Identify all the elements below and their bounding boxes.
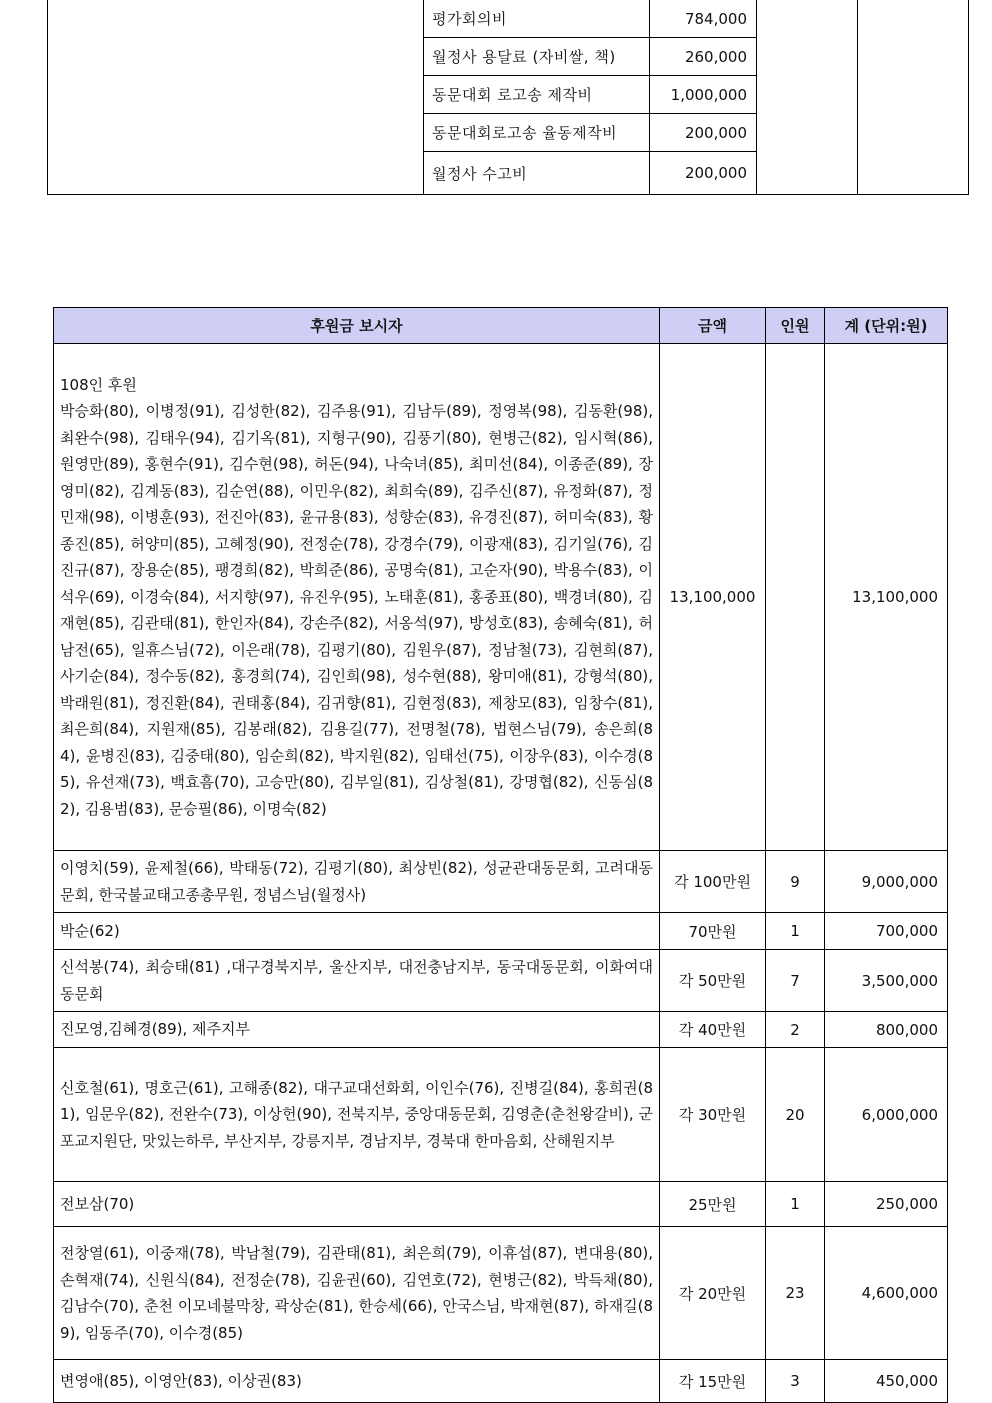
expense-item: 월정사 용달료 (자비쌀, 책) <box>424 38 650 76</box>
header-total: 계 (단위:원) <box>825 308 948 344</box>
expense-amount: 260,000 <box>650 38 757 76</box>
donor-names: 신호철(61), 명호근(61), 고해종(82), 대구교대선화회, 이인수(76), 진병길(84), 홍희권(81), 임문우(82), 전완수(73), 이상헌(90), 전북지부, 중앙대동문회, 김영춘(춘천왕갈비), 군포교지원단, 맛있는하루, 부산지부, 강릉지부, 경남지부, 경북대 한마음회, 산해원지부 <box>54 1048 660 1182</box>
amount-cell: 각 30만원 <box>660 1048 766 1182</box>
table-row <box>54 1182 948 1227</box>
amount-cell: 25만원 <box>660 1182 766 1227</box>
expense-amount: 784,000 <box>650 0 757 38</box>
table-row <box>54 344 948 851</box>
donor-names: 전보삼(70) <box>54 1182 660 1227</box>
count-cell: 9 <box>766 851 825 913</box>
donor-names: 변영애(85), 이영안(83), 이상권(83) <box>54 1360 660 1403</box>
donor-names: 박승화(80), 이병정(91), 김성한(82), 김주용(91), 김남두(89), 정영복(98), 김동환(98), 최완수(98), 김태우(94), 김기옥(81), 지형구(90), 김풍기(80), 현병근(82), 임시혁(86), 원영만(89), 홍현수(91), 김수현(98), 허돈(94), 나숙녀(85), 최미선(84), 이종준(89), 장영미(82), 김계동(83), 김순연(88), 이민우(82), 최희숙(89), 김주신(87), 유정화(87), 정민재(98), 이병훈(93), 전진아(83), 윤규용(83), 성향순(83), 유경진(87), 허미숙(83), 황종진(85), 허양미(85), 고혜정(90), 전정순(78), 강경수(79), 이광재(83), 김기일(76), 김진규(87), 장용순(85), 팽경희(82), 박희준(86), 공명숙(81), 고순자(90), 박용수(83), 이석우(69), 이경숙(84), 서지향(97), 유진우(95), 노태훈(81), 홍종표(80), 백경녀(80), 김재현(85), 김관태(81), 한인자(84), 강손주(82), 서옹석(97), 방성호(83), 송혜숙(81), 허남전(65), 일휴스님(72), 이은래(78), 김평기(80), 김원우(87), 정남철(73), 김현희(87), 사기순(84), 정수동(82), 홍경희(74), 김인희(98), 성수현(88), 왕미애(81), 강형석(80), 박래원(81), 정진환(84), 권태홍(84), 김귀향(81), 김현정(83), 제창모(83), 임창수(81), 최은희(84), 지원재(85), 김봉래(82), 김용길(77), 전명철(78), 법현스님(79), 송은희(84), 윤병진(83), 김중태(80), 임순희(82), 박지원(82), 임태선(75), 이장우(83), 이수경(85), 유선재(73), 백효흠(70), 고승만(80), 김부일(81), 김상철(81), 강명협(82), 신동심(82), 김용범(83), 문승필(86), 이명숙(82) <box>60 402 653 818</box>
header-amount: 금액 <box>660 308 766 344</box>
table-row <box>48 0 969 38</box>
amount-cell: 70만원 <box>660 913 766 950</box>
expense-item: 동문대회 로고송 제작비 <box>424 76 650 114</box>
total-cell: 13,100,000 <box>825 344 948 851</box>
expense-amount: 200,000 <box>650 114 757 152</box>
amount-cell: 13,100,000 <box>660 344 766 851</box>
header-donors: 후원금 보시자 <box>54 308 660 344</box>
donor-names: 박순(62) <box>54 913 660 950</box>
expense-item: 평가회의비 <box>424 0 650 38</box>
total-cell: 700,000 <box>825 913 948 950</box>
count-cell: 23 <box>766 1227 825 1360</box>
donor-names: 신석봉(74), 최승태(81) ,대구경북지부, 울산지부, 대전충남지부, 동국대동문회, 이화여대동문회 <box>54 950 660 1012</box>
table-header-row <box>54 308 948 344</box>
expense-amount: 1,000,000 <box>650 76 757 114</box>
amount-cell: 각 15만원 <box>660 1360 766 1403</box>
header-count: 인원 <box>766 308 825 344</box>
blank-cell <box>48 0 424 195</box>
table-row <box>54 1360 948 1403</box>
count-cell: 2 <box>766 1012 825 1048</box>
total-cell: 6,000,000 <box>825 1048 948 1182</box>
count-cell: 20 <box>766 1048 825 1182</box>
table-row <box>54 851 948 913</box>
table-row <box>54 913 948 950</box>
table-row <box>54 1012 948 1048</box>
expense-table <box>47 0 969 195</box>
count-cell: 7 <box>766 950 825 1012</box>
amount-cell: 각 20만원 <box>660 1227 766 1360</box>
donor-names: 전창열(61), 이중재(78), 박남철(79), 김관태(81), 최은희(79), 이휴섭(87), 변대용(80), 손혁재(74), 신원식(84), 전정순(78), 김윤권(60), 김연호(72), 현병근(82), 박득채(80), 김남수(70), 춘천 이모네불막창, 곽상순(81), 한승세(66), 안국스님, 박재현(87), 하재길(89), 임동주(70), 이수경(85) <box>54 1227 660 1360</box>
group-heading: 108인 후원 <box>60 375 137 394</box>
count-cell: 3 <box>766 1360 825 1403</box>
total-cell: 250,000 <box>825 1182 948 1227</box>
expense-amount: 200,000 <box>650 152 757 195</box>
amount-cell: 각 40만원 <box>660 1012 766 1048</box>
blank-cell <box>757 0 858 195</box>
count-cell: 1 <box>766 1182 825 1227</box>
blank-cell <box>858 0 969 195</box>
amount-cell: 각 100만원 <box>660 851 766 913</box>
amount-cell: 각 50만원 <box>660 950 766 1012</box>
total-cell: 9,000,000 <box>825 851 948 913</box>
table-row <box>54 1227 948 1360</box>
count-cell <box>766 344 825 851</box>
total-cell: 4,600,000 <box>825 1227 948 1360</box>
expense-item: 동문대회로고송 율동제작비 <box>424 114 650 152</box>
total-cell: 800,000 <box>825 1012 948 1048</box>
donor-names-cell <box>54 344 660 851</box>
donor-names: 진모영,김혜경(89), 제주지부 <box>54 1012 660 1048</box>
donor-names: 이영치(59), 윤제철(66), 박태동(72), 김평기(80), 최상빈(82), 성균관대동문회, 고려대동문회, 한국불교태고종총무원, 정념스님(월정사) <box>54 851 660 913</box>
table-row <box>54 950 948 1012</box>
total-cell: 450,000 <box>825 1360 948 1403</box>
expense-item: 월정사 수고비 <box>424 152 650 195</box>
table-row <box>54 1048 948 1182</box>
count-cell: 1 <box>766 913 825 950</box>
total-cell: 3,500,000 <box>825 950 948 1012</box>
donor-table <box>53 307 948 1403</box>
